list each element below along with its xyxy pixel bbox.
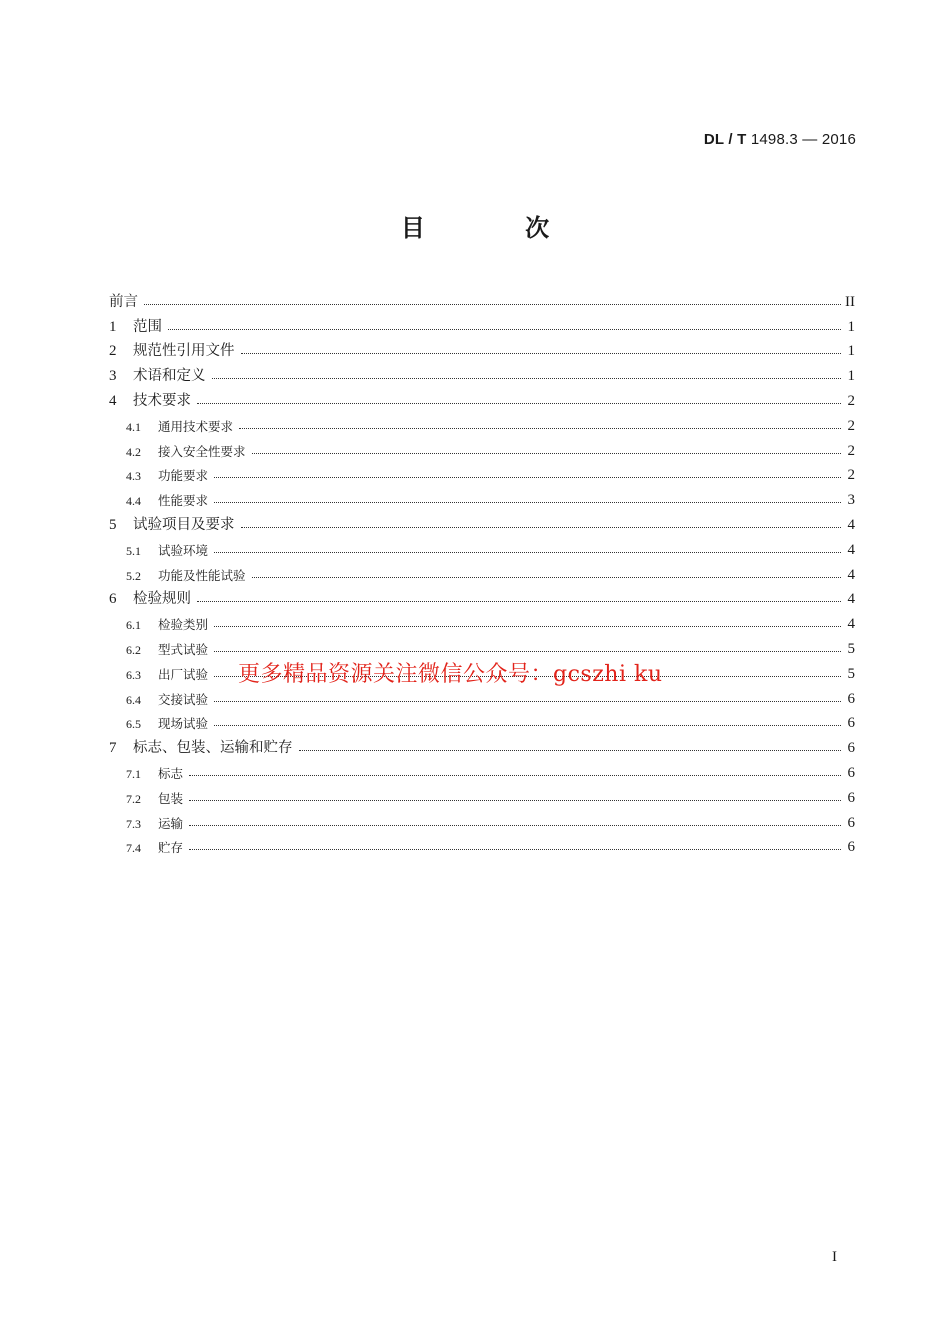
toc-entry-number: 3 <box>109 368 117 385</box>
toc-entry-label: 出厂试验 <box>158 666 209 682</box>
toc-entry-label: 试验环境 <box>158 542 209 558</box>
toc-entry-number: 7.3 <box>126 816 141 831</box>
toc-entry-label: 通用技术要求 <box>158 418 234 434</box>
toc-leader-dots <box>214 552 841 553</box>
toc-entry-page: 1 <box>847 318 855 335</box>
watermark-text: 更多精品资源关注微信公众号：gcszhi ku <box>238 662 663 687</box>
toc-entry-number: 5.1 <box>126 543 141 558</box>
toc-leader-dots <box>168 329 841 330</box>
table-of-contents <box>109 286 855 856</box>
toc-leader-dots <box>241 527 842 528</box>
toc-entry-page: 2 <box>847 442 855 459</box>
toc-entry[interactable] <box>109 410 855 435</box>
toc-entry-number: 7 <box>109 740 117 757</box>
toc-entry-page: 2 <box>847 392 855 409</box>
document-code-number: 1498.3 — 2016 <box>750 131 856 148</box>
toc-entry-label: 现场试验 <box>158 716 209 732</box>
toc-entry-number: 6.5 <box>126 717 141 732</box>
toc-leader-dots <box>189 775 841 776</box>
toc-entry[interactable] <box>109 708 855 733</box>
toc-entry-page: 6 <box>847 764 855 781</box>
toc-leader-dots <box>212 378 842 379</box>
toc-entry-page: 4 <box>847 516 855 533</box>
toc-entry-number: 4.1 <box>126 419 141 434</box>
toc-leader-dots <box>197 601 841 602</box>
toc-entry[interactable] <box>109 385 855 410</box>
toc-entry-number: 4.4 <box>126 494 141 509</box>
toc-leader-dots <box>252 577 841 578</box>
toc-leader-dots <box>214 701 841 702</box>
toc-entry[interactable] <box>109 832 855 857</box>
toc-entry-page: 6 <box>847 789 855 806</box>
toc-entry[interactable] <box>109 460 855 485</box>
toc-entry-label: 包装 <box>158 790 184 806</box>
toc-entry-number: 6.1 <box>126 618 141 633</box>
toc-entry-label: 术语和定义 <box>133 368 206 385</box>
toc-entry[interactable] <box>109 360 855 385</box>
toc-leader-dots <box>189 849 841 850</box>
toc-entry-label: 检验规则 <box>133 591 191 608</box>
toc-entry-page: 4 <box>847 616 855 633</box>
toc-entry-page: 5 <box>847 640 855 657</box>
toc-entry-label: 前言 <box>109 293 138 310</box>
toc-entry-label: 运输 <box>158 815 184 831</box>
toc-entry-number: 5 <box>109 516 117 533</box>
toc-entry-page: 6 <box>847 814 855 831</box>
toc-entry-page: 2 <box>847 467 855 484</box>
toc-entry-page: 2 <box>847 417 855 434</box>
document-code <box>704 131 856 148</box>
toc-entry-label: 标志 <box>158 765 184 781</box>
toc-leader-dots <box>214 626 841 627</box>
toc-entry[interactable] <box>109 633 855 658</box>
toc-title: 目 次 <box>400 214 596 242</box>
toc-entry-page: 6 <box>847 690 855 707</box>
toc-leader-dots <box>241 353 842 354</box>
toc-leader-dots <box>239 428 841 429</box>
toc-entry-number: 4.3 <box>126 469 141 484</box>
toc-entry-number: 4 <box>109 392 117 409</box>
toc-entry-page: 4 <box>847 566 855 583</box>
toc-entry-label: 性能要求 <box>158 493 209 509</box>
toc-entry-page: II <box>845 293 855 310</box>
toc-entry-label: 技术要求 <box>133 392 191 409</box>
toc-entry-number: 4.2 <box>126 444 141 459</box>
toc-entry-label: 接入安全性要求 <box>158 443 246 459</box>
toc-entry-page: 4 <box>847 541 855 558</box>
page-number: I <box>832 1249 837 1265</box>
toc-entry-number: 6.2 <box>126 642 141 657</box>
toc-entry-number: 6.4 <box>126 692 141 707</box>
toc-entry[interactable] <box>109 286 855 311</box>
toc-leader-dots <box>189 825 841 826</box>
toc-leader-dots <box>144 304 841 305</box>
toc-entry-page: 5 <box>847 665 855 682</box>
toc-leader-dots <box>214 477 841 478</box>
toc-entry[interactable] <box>109 782 855 807</box>
toc-entry[interactable] <box>109 311 855 336</box>
toc-entry[interactable] <box>109 807 855 832</box>
toc-entry-number: 6.3 <box>126 667 141 682</box>
toc-leader-dots <box>214 502 841 503</box>
toc-entry[interactable] <box>109 534 855 559</box>
toc-entry-label: 范围 <box>133 318 162 335</box>
toc-entry-number: 7.4 <box>126 841 141 856</box>
toc-entry[interactable] <box>109 435 855 460</box>
toc-leader-dots <box>214 651 841 652</box>
toc-entry-label: 功能及性能试验 <box>158 567 246 583</box>
toc-entry-label: 功能要求 <box>158 468 209 484</box>
toc-entry-number: 7.1 <box>126 766 141 781</box>
toc-entry-number: 2 <box>109 343 117 360</box>
toc-entry-page: 6 <box>847 740 855 757</box>
toc-entry-label: 试验项目及要求 <box>133 516 235 533</box>
toc-entry-number: 5.2 <box>126 568 141 583</box>
toc-leader-dots <box>197 403 841 404</box>
toc-entry-number: 7.2 <box>126 791 141 806</box>
toc-entry[interactable] <box>109 559 855 584</box>
toc-entry-number: 6 <box>109 591 117 608</box>
toc-entry-page: 6 <box>847 839 855 856</box>
toc-entry[interactable] <box>109 484 855 509</box>
toc-entry[interactable] <box>109 584 855 609</box>
toc-entry[interactable] <box>109 509 855 534</box>
toc-entry[interactable] <box>109 336 855 361</box>
toc-entry-label: 规范性引用文件 <box>133 343 235 360</box>
toc-entry-label: 交接试验 <box>158 691 209 707</box>
toc-entry-label: 检验类别 <box>158 617 209 633</box>
document-code-prefix: DL / T <box>703 131 747 148</box>
toc-leader-dots <box>252 453 841 454</box>
toc-entry-label: 贮存 <box>158 840 184 856</box>
toc-entry[interactable] <box>109 757 855 782</box>
toc-entry-page: 3 <box>847 492 855 509</box>
toc-leader-dots <box>189 800 841 801</box>
toc-entry-label: 型式试验 <box>158 641 209 657</box>
toc-entry-page: 4 <box>847 591 855 608</box>
toc-entry-label: 标志、包装、运输和贮存 <box>133 740 293 757</box>
toc-entry-number: 1 <box>109 318 117 335</box>
toc-entry-page: 6 <box>847 715 855 732</box>
toc-entry[interactable] <box>109 608 855 633</box>
toc-leader-dots <box>299 750 842 751</box>
toc-entry[interactable] <box>109 732 855 757</box>
toc-entry-page: 1 <box>847 368 855 385</box>
toc-leader-dots <box>214 725 841 726</box>
toc-entry-page: 1 <box>847 343 855 360</box>
